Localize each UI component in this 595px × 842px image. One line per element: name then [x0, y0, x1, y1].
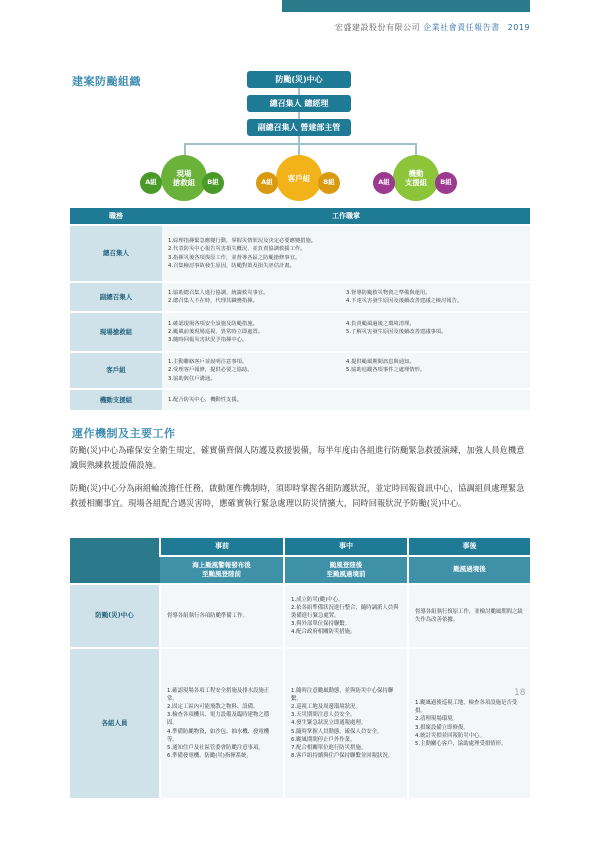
- duty-item: 2.代表防災中心報告災害損失概況，並負責協調救援工作。: [168, 246, 306, 253]
- ops-phase-header: 事後: [408, 538, 530, 556]
- duty-item: 4.下達災害發生原因及後續改善建議之檢討報告。: [346, 298, 463, 304]
- ops-paragraph: 防颱(災)中心為確保安全衛生規定，確實備齊個人防護及救援裝備，每半年度由各組進行防颱緊急救援演練，加強人員危機意識與熟練救援設備設施。: [70, 445, 525, 470]
- org-connector: [184, 143, 416, 145]
- ops-item: 1.確認現場各項工程安全措施及排水設施正常。: [167, 688, 270, 703]
- duty-item: 4.負責颱風過後之環境清理。: [346, 320, 415, 327]
- ops-phase-header: 事中: [284, 538, 408, 556]
- ops-item: 2.依各組準備狀況進行整合，隨時調派人員與裝備進行緊急處置。: [291, 604, 399, 619]
- ops-item: 7.配合相關單位進行防災措施。: [291, 744, 367, 751]
- duty-item: 5.協助追蹤各項事件之處理情形。: [346, 367, 426, 374]
- org-subgroup-b: B組: [435, 172, 457, 194]
- org-section-title: 建案防颱組織: [72, 75, 141, 88]
- ops-subheader: 颱風登陸後 至颱風過境前: [284, 556, 408, 584]
- ops-item: 2.清理現場環境。: [415, 716, 458, 723]
- ops-item: 3.與外部單位保持聯繫。: [291, 621, 351, 628]
- duty-item: 4.召集檢討事故發生原因，防颱對策及損失評估計畫。: [168, 262, 295, 269]
- ops-section-title: 運作機制及主要工作: [72, 427, 176, 440]
- ops-item: 5.主動關心客戶，協助處理受損情形。: [415, 740, 507, 747]
- ops-item: 1.颱風過後巡視工地，檢查各項設施是否受損。: [415, 700, 518, 715]
- org-group-rescue: 現場 搶救組: [161, 155, 207, 201]
- page-number: 18: [514, 688, 526, 698]
- ops-row-label: 防颱(災)中心: [70, 584, 160, 648]
- duty-role: 副總召集人: [70, 282, 162, 312]
- ops-item: 2.固定工區內可能飛散之物料、設備。: [167, 704, 259, 711]
- ops-item: 督導各組執行各項防颱準備工作。: [167, 612, 248, 619]
- org-group-customer: 客戶組: [276, 155, 322, 201]
- duty-item: 1.主動聯絡客戶並說明注意事項。: [168, 359, 248, 366]
- org-subgroup-a: A組: [140, 172, 162, 194]
- duty-item: 3.隨時回報災害狀況予指揮中心。: [168, 337, 248, 344]
- duty-header-role: 職務: [70, 208, 162, 225]
- ops-item: 4.配合政府相關防災措施。: [291, 629, 356, 636]
- org-convener-box: 總召集人 總經理: [247, 95, 351, 112]
- ops-item: 4.準備防颱物資，如沙包、抽水機、發電機等。: [167, 728, 270, 743]
- duty-table: [70, 208, 530, 410]
- ops-item: 5.通知住戶及社區管委會防颱注意事項。: [167, 744, 264, 751]
- ops-subheader: 海上颱風警報發布後 至颱風登陸前: [160, 556, 284, 584]
- page-header: [282, 22, 530, 34]
- duty-header-duties: 工作職掌: [162, 208, 530, 225]
- duty-item: 2.總召集人不在時，代理其職務指揮。: [168, 298, 258, 304]
- report-year: 2019: [507, 23, 530, 32]
- org-connector: [298, 88, 300, 95]
- header-accent-bar: [282, 0, 530, 12]
- ops-item: 1.隨時注意颱風動態，並與防災中心保持聯繫。: [291, 688, 394, 703]
- duty-item: 1.協助總召集人進行協調、統籌救災事宜。: [168, 289, 269, 296]
- duty-role: 總召集人: [70, 225, 162, 282]
- ops-item: 5.隨時掌握人員動態，確保人員安全。: [291, 728, 383, 735]
- org-connector: [298, 112, 300, 119]
- duty-role: 現場搶救組: [70, 312, 162, 352]
- org-subgroup-a: A組: [256, 172, 278, 194]
- duty-item: 3.協助與住戶溝通。: [168, 375, 216, 382]
- duty-item: 3.督導防颱救災物資之準備與運用。: [346, 289, 431, 296]
- ops-item: 4.統計災損並回報防災中心。: [415, 732, 485, 739]
- ops-corner: [70, 538, 160, 584]
- org-subgroup-b: B組: [318, 172, 340, 194]
- duty-item: 4.提供颱風期間訊息與通知。: [346, 359, 415, 366]
- duty-item: 1.綜理指揮緊急應變行動，掌握災情狀況及決定必要應變措施。: [168, 238, 317, 245]
- ops-item: 1.成立防災(颱)中心。: [291, 596, 344, 603]
- ops-item: 3.損壞設備立即修復。: [415, 724, 469, 731]
- org-subgroup-a: A組: [373, 172, 395, 194]
- duty-item: 1.配合防災中心，機動性支援。: [168, 396, 242, 403]
- ops-item: 6.準備發電機、防颱(災)指揮系統。: [167, 752, 252, 759]
- ops-paragraph: 防颱(災)中心分為兩組輪流擔任任務，啟動運作機制時，須即時掌握各組防護狀況，並定時回報資訊中心，協調組員處理緊急救援相關事宜。現場各組配合遇災害時，應確實執行緊急處理以防災情擴大，同時回報狀況予防颱(災)中心。: [70, 483, 525, 508]
- ops-item: 6.颱風期間停止戶外作業。: [291, 736, 356, 743]
- ops-phase-header: 事前: [160, 538, 284, 556]
- ops-item: 3.天災期間注意人員安全。: [291, 712, 356, 719]
- duty-item: 5.了解災害發生原因及後續改善建議事項。: [346, 328, 447, 335]
- company-name: 宏盛建設股份有限公司: [335, 23, 421, 32]
- duty-item: 3.指揮災後各項復原工作，並督導各區之防颱搶修事宜。: [168, 254, 301, 261]
- ops-subheader: 颱風過境後: [408, 556, 530, 584]
- duty-item: 1.確認現場各項安全設施及防颱措施。: [168, 320, 258, 327]
- operations-table: [70, 538, 530, 798]
- duty-role: 機動支援組: [70, 389, 162, 410]
- ops-item: 3.檢查各項機具、電力設備及臨時建物之穩固。: [167, 712, 270, 727]
- ops-item: 4.發生緊急狀況立即通報處理。: [291, 720, 367, 727]
- ops-row-label: 各組人員: [70, 648, 160, 798]
- duty-role: 客戶組: [70, 352, 162, 389]
- org-group-support: 機動 支援組: [393, 155, 439, 201]
- ops-item: 8.客戶組持續與住戶保持聯繫並回報狀況。: [291, 752, 394, 759]
- org-subgroup-b: B組: [202, 172, 224, 194]
- ops-item: 督導各組執行復原工作，並檢討颱風期間之缺失作為改善依據。: [415, 608, 523, 623]
- duty-item: 2.颱風前後現場巡視，異常時立即處置。: [168, 328, 264, 335]
- duty-item: 2.受理客戶報修，提供必要之協助。: [168, 367, 253, 374]
- org-deputy-box: 副總召集人 營建部主管: [247, 119, 351, 136]
- org-center-box: 防颱(災)中心: [247, 71, 351, 88]
- ops-item: 2.巡視工地及周邊環境狀況。: [291, 704, 361, 711]
- report-title: 企業社會責任報告書: [423, 23, 500, 32]
